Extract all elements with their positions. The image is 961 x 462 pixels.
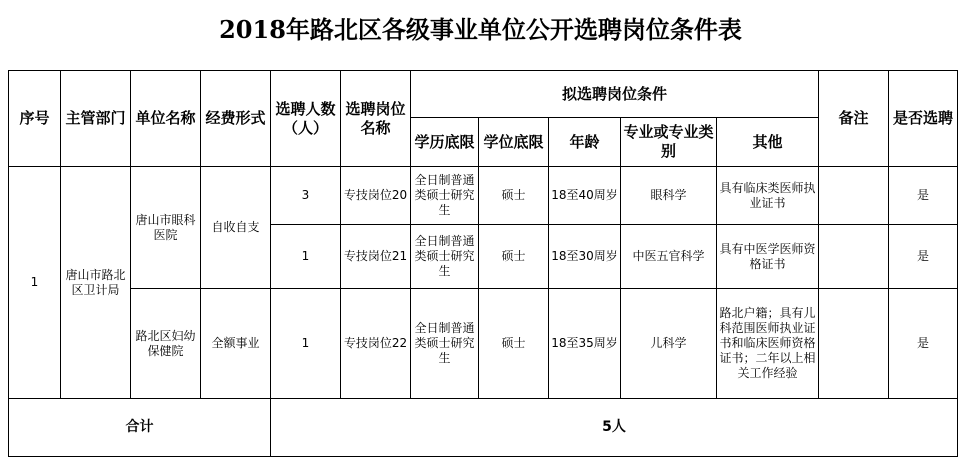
positions-table — [8, 70, 958, 457]
header-degree: 学位底限 — [479, 118, 549, 167]
cell-selected: 是 — [889, 289, 958, 399]
cell-degree: 硕士 — [479, 289, 549, 399]
header-major: 专业或专业类别 — [621, 118, 717, 167]
cell-funding: 自收自支 — [201, 167, 271, 289]
cell-remark — [819, 167, 889, 225]
header-selected: 是否选聘 — [889, 71, 958, 167]
header-age: 年龄 — [549, 118, 621, 167]
cell-other: 具有中医学医师资格证书 — [717, 225, 819, 289]
cell-age: 18至30周岁 — [549, 225, 621, 289]
cell-remark — [819, 289, 889, 399]
header-remark: 备注 — [819, 71, 889, 167]
cell-selected: 是 — [889, 167, 958, 225]
total-value: 5人 — [271, 399, 958, 457]
cell-degree: 硕士 — [479, 225, 549, 289]
header-count: 选聘人数（人） — [271, 71, 341, 167]
cell-age: 18至40周岁 — [549, 167, 621, 225]
header-education: 学历底限 — [411, 118, 479, 167]
page-title: 2018年路北区各级事业单位公开选聘岗位条件表 — [219, 15, 742, 44]
cell-major: 中医五官科学 — [621, 225, 717, 289]
cell-unit: 唐山市眼科医院 — [131, 167, 201, 289]
cell-post: 专技岗位21 — [341, 225, 411, 289]
header-conditions: 拟选聘岗位条件 — [411, 71, 819, 118]
header-post: 选聘岗位名称 — [341, 71, 411, 167]
total-label: 合计 — [9, 399, 271, 457]
cell-age: 18至35周岁 — [549, 289, 621, 399]
header-unit: 单位名称 — [131, 71, 201, 167]
cell-count: 3 — [271, 167, 341, 225]
cell-other: 具有临床类医师执业证书 — [717, 167, 819, 225]
total-row — [9, 399, 958, 457]
cell-major: 眼科学 — [621, 167, 717, 225]
table-row — [9, 289, 958, 399]
cell-post: 专技岗位22 — [341, 289, 411, 399]
cell-other: 路北户籍；具有儿科范围医师执业证书和临床医师资格证书；二年以上相关工作经验 — [717, 289, 819, 399]
header-seq: 序号 — [9, 71, 61, 167]
cell-count: 1 — [271, 289, 341, 399]
cell-education: 全日制普通类硕士研究生 — [411, 289, 479, 399]
cell-remark — [819, 225, 889, 289]
cell-selected: 是 — [889, 225, 958, 289]
cell-count: 1 — [271, 225, 341, 289]
cell-funding: 全额事业 — [201, 289, 271, 399]
cell-education: 全日制普通类硕士研究生 — [411, 167, 479, 225]
cell-seq: 1 — [9, 167, 61, 399]
header-dept: 主管部门 — [61, 71, 131, 167]
cell-degree: 硕士 — [479, 167, 549, 225]
cell-education: 全日制普通类硕士研究生 — [411, 225, 479, 289]
header-other: 其他 — [717, 118, 819, 167]
cell-dept: 唐山市路北区卫计局 — [61, 167, 131, 399]
table-row — [9, 167, 958, 225]
header-funding: 经费形式 — [201, 71, 271, 167]
cell-major: 儿科学 — [621, 289, 717, 399]
cell-unit: 路北区妇幼保健院 — [131, 289, 201, 399]
cell-post: 专技岗位20 — [341, 167, 411, 225]
